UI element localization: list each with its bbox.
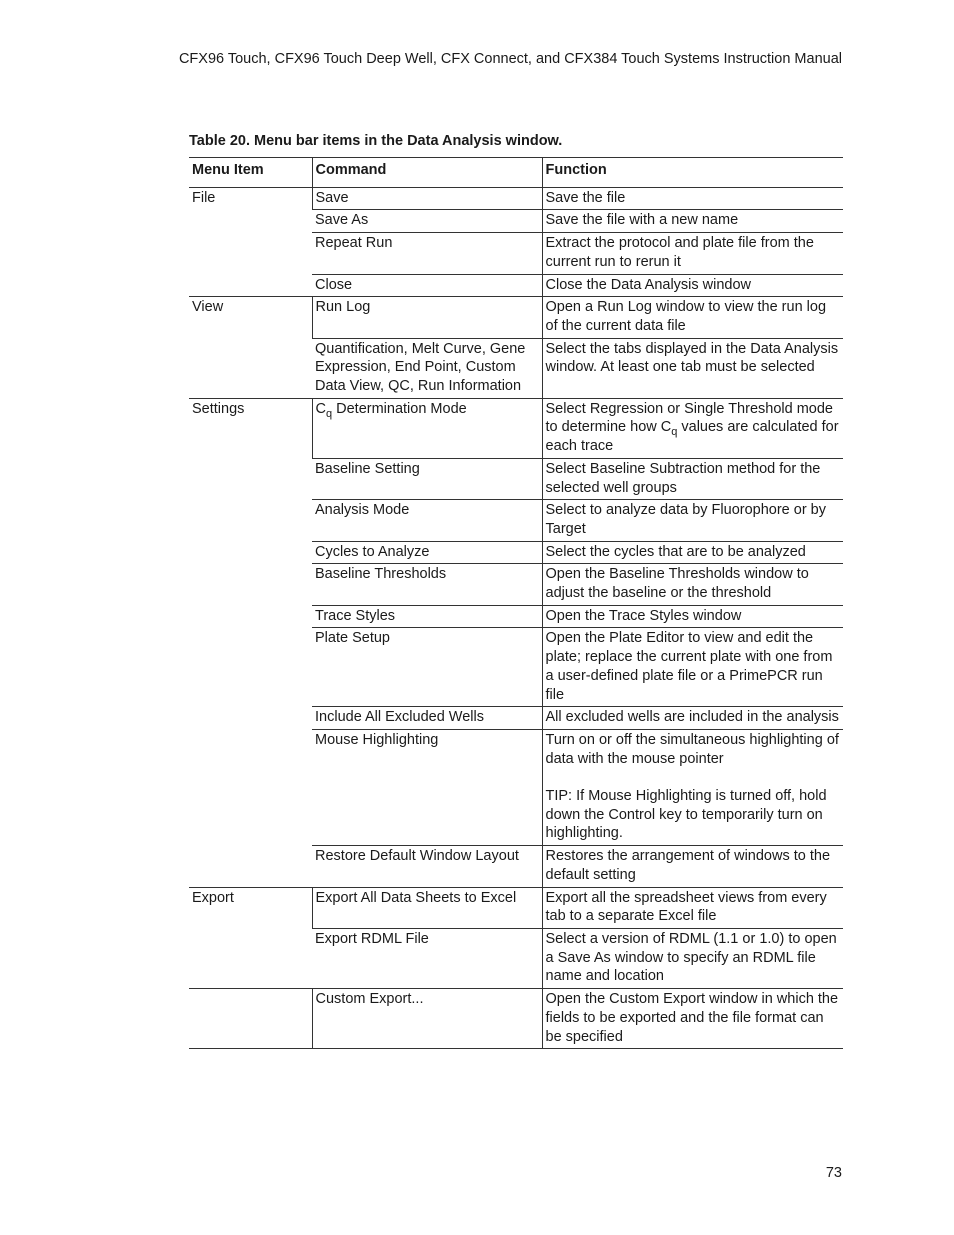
table-row bbox=[189, 989, 843, 1049]
table-body bbox=[189, 187, 843, 1049]
function-cell bbox=[542, 233, 843, 274]
function-text: Select Baseline Subtraction method for the selected well groups bbox=[545, 460, 821, 496]
function-cell bbox=[542, 210, 843, 233]
page-number: 73 bbox=[825, 1165, 842, 1181]
function-text: Select the tabs displayed in the Data Analysis window. At least one tab must be selected bbox=[545, 340, 839, 376]
command-cell: Close bbox=[312, 274, 542, 297]
function-cell bbox=[542, 338, 843, 398]
command-cell: Baseline Setting bbox=[312, 458, 542, 499]
menu-item-cell bbox=[189, 989, 312, 1049]
function-text: Open the Baseline Thresholds window to adjust the baseline or the threshold bbox=[545, 566, 809, 602]
function-text: Select to analyze data by Fluorophore or by Target bbox=[545, 502, 826, 537]
command-cell: Quantification, Melt Curve, Gene Expression, End Point, Custom Data View, QC, Run Information bbox=[312, 338, 542, 398]
function-text: Export all the spreadsheet views from every tab to a separate Excel file bbox=[545, 889, 827, 925]
function-cell bbox=[542, 628, 843, 707]
table-header-row bbox=[189, 158, 843, 188]
function-text: Extract the protocol and plate file from the current run to rerun it bbox=[545, 235, 814, 270]
function-cell bbox=[542, 541, 843, 564]
menu-item-cell: File bbox=[189, 187, 312, 297]
command-cell: Plate Setup bbox=[312, 628, 542, 707]
function-text: Open the Trace Styles window bbox=[545, 607, 742, 624]
menu-bar-items-table bbox=[189, 157, 843, 1049]
command-cell: Custom Export... bbox=[312, 989, 542, 1049]
function-cell bbox=[542, 187, 843, 210]
function-text: Select a version of RDML (1.1 or 1.0) to open a Save As window to specify an RDML file name and location bbox=[545, 931, 837, 985]
function-cell bbox=[542, 297, 843, 338]
command-cell: Include All Excluded Wells bbox=[312, 707, 542, 730]
table-row bbox=[189, 398, 843, 458]
function-text: Restores the arrangement of windows to the default setting bbox=[545, 848, 831, 883]
command-cell: Save bbox=[312, 187, 542, 210]
menu-item-cell: Settings bbox=[189, 398, 312, 887]
subscript: q bbox=[325, 407, 333, 420]
function-text: All excluded wells are included in the analysis bbox=[545, 709, 839, 726]
command-cell: Analysis Mode bbox=[312, 500, 542, 541]
function-text: Save the file bbox=[545, 189, 626, 206]
function-text: Open the Plate Editor to view and edit the plate; replace the current plate with one from a user-defined plate file or a PrimePCR run file bbox=[545, 630, 833, 703]
command-cell: Cycles to Analyze bbox=[312, 541, 542, 564]
function-cell bbox=[542, 887, 843, 928]
command-cell: Mouse Highlighting bbox=[312, 729, 542, 845]
table-row bbox=[189, 887, 843, 928]
function-text: Save the file with a new name bbox=[545, 212, 739, 229]
function-cell bbox=[542, 274, 843, 297]
column-header-menu-item: Menu Item bbox=[189, 158, 312, 188]
column-header-function: Function bbox=[542, 158, 843, 188]
function-cell bbox=[542, 989, 843, 1049]
function-text: Open a Run Log window to view the run log of the current data file bbox=[545, 299, 827, 334]
function-cell bbox=[542, 500, 843, 541]
command-cell: Trace Styles bbox=[312, 605, 542, 628]
table-row bbox=[189, 187, 843, 210]
table-row bbox=[189, 297, 843, 338]
function-cell bbox=[542, 707, 843, 730]
command-cell: $C_q$ Determination Mode bbox=[312, 398, 542, 458]
menu-item-cell: View bbox=[189, 297, 312, 399]
function-cell bbox=[542, 458, 843, 499]
function-cell bbox=[542, 605, 843, 628]
subscript: q bbox=[671, 426, 678, 439]
command-cell: Run Log bbox=[312, 297, 542, 338]
command-cell: Export All Data Sheets to Excel bbox=[312, 887, 542, 928]
table-caption: Table 20. Menu bar items in the Data Analysis window. bbox=[189, 133, 563, 149]
function-text: Close the Data Analysis window bbox=[545, 276, 752, 293]
function-cell bbox=[542, 564, 843, 605]
function-text: TIP: If Mouse Highlighting is turned off, hold down the Control key to temporarily turn on highlighting. bbox=[545, 788, 827, 842]
function-cell bbox=[542, 846, 843, 887]
function-text: Select the cycles that are to be analyzed bbox=[545, 543, 806, 560]
command-cell: Restore Default Window Layout bbox=[312, 846, 542, 887]
column-header-command: Command bbox=[312, 158, 542, 188]
function-cell bbox=[542, 729, 843, 845]
menu-item-cell: Export bbox=[189, 887, 312, 989]
command-cell: Repeat Run bbox=[312, 233, 542, 274]
function-text: Open the Custom Export window in which the fields to be exported and the file format can be specified bbox=[545, 991, 839, 1045]
function-cell bbox=[542, 398, 843, 458]
command-cell: Export RDML File bbox=[312, 929, 542, 989]
function-text: Select Regression or Single Threshold mode to determine how $C_q$ values are calculated for each trace bbox=[545, 400, 839, 455]
command-cell: Save As bbox=[312, 210, 542, 233]
function-cell bbox=[542, 929, 843, 989]
function-text: Turn on or off the simultaneous highlighting of data with the mouse pointer bbox=[545, 731, 839, 767]
command-cell: Baseline Thresholds bbox=[312, 564, 542, 605]
running-header: CFX96 Touch, CFX96 Touch Deep Well, CFX Connect, and CFX384 Touch Systems Instruction Manual bbox=[178, 51, 842, 67]
